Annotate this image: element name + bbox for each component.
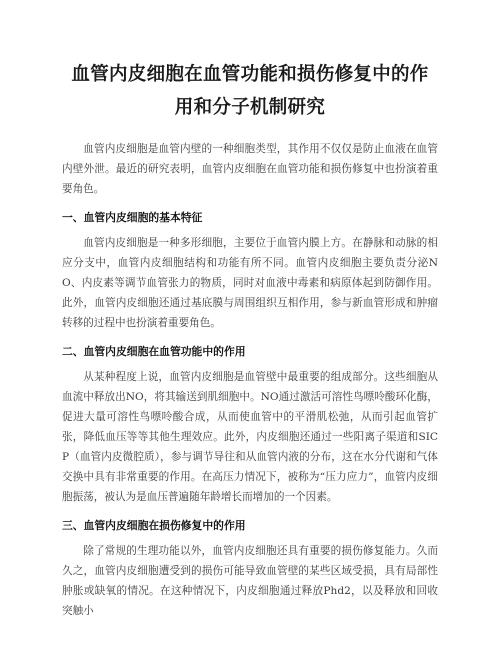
section-heading: 一、血管内皮细胞的基本特征	[62, 211, 203, 224]
title-line-1: 血管内皮细胞在血管功能和损伤修复中的作	[71, 64, 429, 85]
section-paragraph: 血管内皮细胞是一种多形细胞，主要位于血管内膜上方。在静脉和动脉的相应分支中，血管内皮细胞结构和功能有所不同。血管内皮细胞主要负责分泌NO、内皮素等调节血管张力的物质，同时对血液中毒素和病原体起到防御作用。此外，血管内皮细胞还通过基底膜与周围组织互相作用，参与新血管形成和肿瘤转移的过程中也扮演着重要角色。	[62, 237, 438, 329]
title-line-2: 用和分子机制研究	[174, 97, 326, 118]
section-heading: 三、血管内皮细胞在损伤修复中的作用	[62, 519, 246, 532]
intro-paragraph: 血管内皮细胞是血管内壁的一种细胞类型，其作用不仅仅是防止血液在血管内壁外泄。最近的研究表明，血管内皮细胞在血管功能和损伤修复中也扮演着重要角色。	[62, 143, 438, 195]
section-basic-features	[62, 209, 438, 333]
section-vascular-function	[62, 343, 438, 507]
page-title	[62, 0, 438, 124]
section-paragraph: 从某种程度上说，血管内皮细胞是血管壁中最重要的组成部分。这些细胞从血流中释放出NO，将其输送到肌细胞中。NO通过激活可溶性鸟嘌呤酸环化酶，促进大量可溶性鸟嘌呤酸合成，从而使血管中的平滑肌松弛，从而引起血管扩张，降低血压等等其他生理效应。此外，内皮细胞还通过一些阳离子渠道和SICP（血管内皮微腔质），参与调节导往和从血管内液的分布，这在水分代谢和气体交换中具有非常重要的作用。在高压力情况下，被称为“压力应力”，血管内皮细胞振荡，被认为是血压普遍随年龄增长而增加的一个因素。	[62, 371, 438, 503]
section-heading: 二、血管内皮细胞在血管功能中的作用	[62, 345, 246, 358]
section-injury-repair	[62, 517, 438, 621]
section-paragraph: 除了常规的生理功能以外，血管内皮细胞还具有重要的损伤修复能力。久而久之，血管内皮细胞遭受到的损伤可能导致血管壁的某些区域受损，具有局部性肿胀或缺氧的情况。在这种情况下，内皮细胞通过释放Phd2，以及释放和回收突触小	[62, 545, 438, 617]
